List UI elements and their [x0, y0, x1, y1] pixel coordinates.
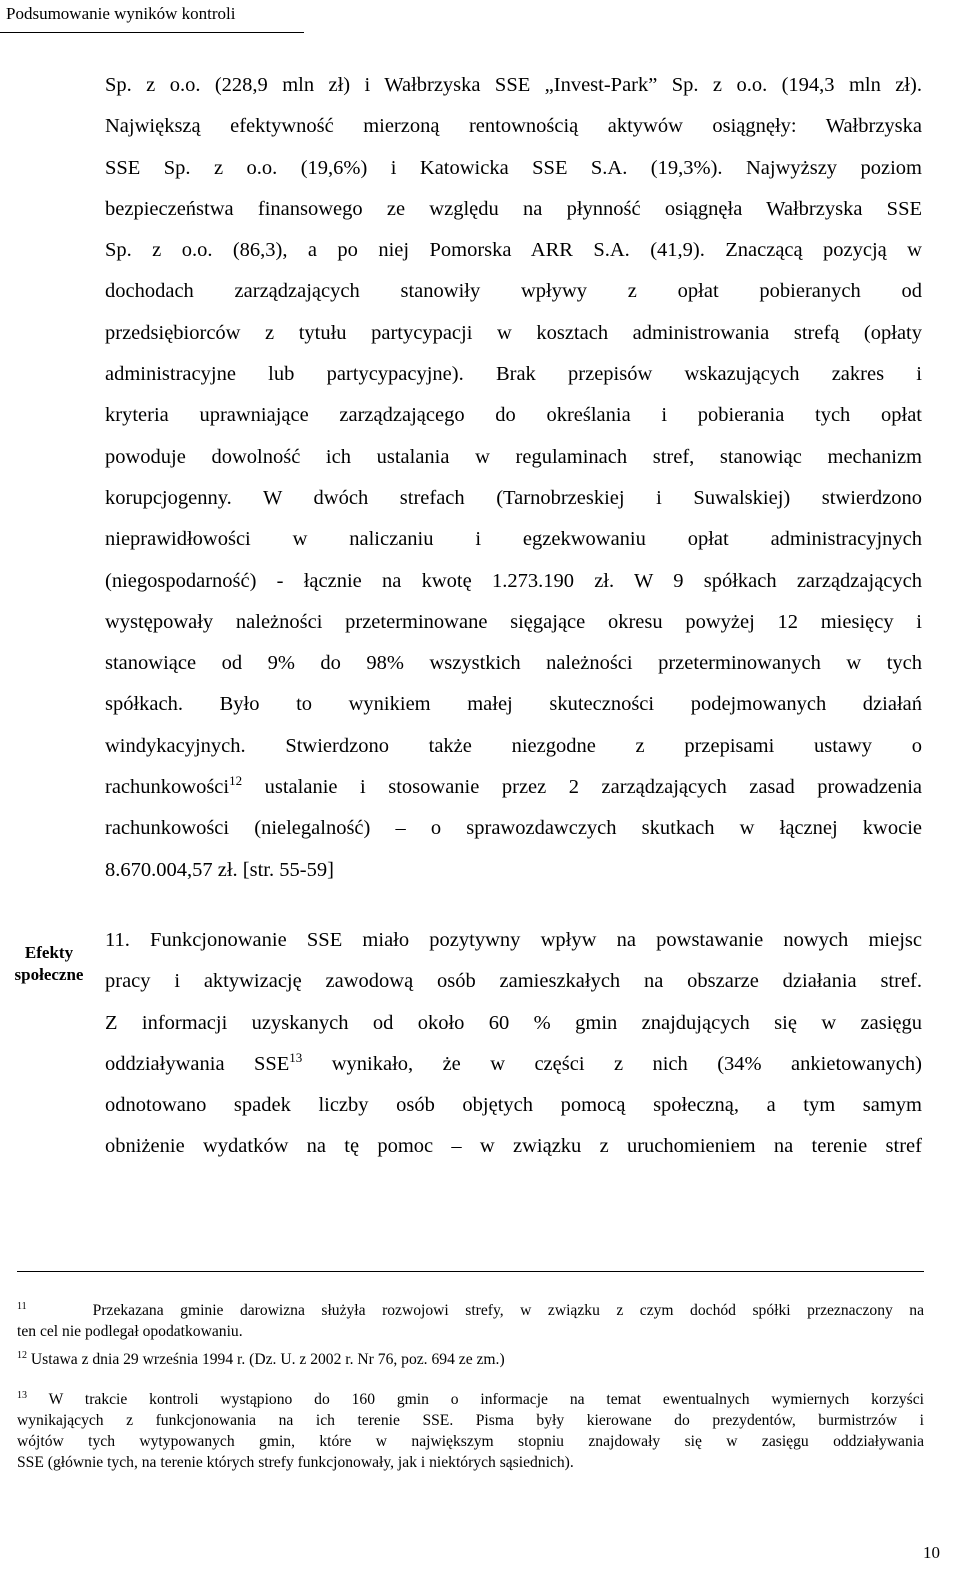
- text-line: 11. Funkcjonowanie SSE miało pozytywny wpływ na powstawanie nowych miejsc: [105, 929, 922, 951]
- text-fragment: wynikało, że w części z nich (34% ankietowanych): [302, 1052, 922, 1075]
- running-header: [0, 0, 304, 33]
- text-fragment: oddziaływania SSE: [105, 1052, 290, 1075]
- text-line: Sp. z o.o. (86,3), a po niej Pomorska ARR S.A. (41,9). Znaczącą pozycją w: [105, 239, 922, 262]
- text-line: spółkach. Było to wynikiem małej skuteczności podejmowanych działań: [105, 693, 922, 716]
- paragraph-results: [105, 65, 922, 891]
- text-fragment: ustalanie i stosowanie przez 2 zarządzających zasad prowadzenia: [242, 776, 922, 799]
- text-line: kryteria uprawniające zarządzającego do określania i pobierania tych opłat: [105, 404, 922, 427]
- text-line: administracyjne lub partycypacyjne). Brak przepisów wskazujących zakres i: [105, 363, 922, 386]
- footnote-number: 12: [17, 1350, 27, 1361]
- footnote-text: W trakcie kontroli wystąpiono do 160 gmin o informacje na temat ewentualnych wymiernych korzyści: [48, 1391, 924, 1408]
- footnote-number: 13: [17, 1390, 27, 1401]
- text-line: SSE Sp. z o.o. (19,6%) i Katowicka SSE S.A. (19,3%). Najwyższy poziom: [105, 156, 922, 179]
- footnote-line: wójtów tych wytypowanych gmin, które w największym stopniu znajdowały się w zasięgu oddziaływania: [17, 1433, 924, 1450]
- text-line: korupcjogenny. W dwóch strefach (Tarnobrzeskiej i Suwalskiej) stwierdzono: [105, 486, 922, 509]
- text-line: 8.670.004,57 zł. [str. 55-59]: [105, 858, 334, 881]
- text-line: pracy i aktywizację zawodową osób zamieszkałych na obszarze działania stref.: [105, 970, 922, 993]
- text-line: dochodach zarządzających stanowiły wpływy z opłat pobieranych od: [105, 280, 922, 303]
- text-line: rachunkowości (nielegalność) – o sprawozdawczych skutkach w łącznej kwocie: [105, 817, 922, 840]
- margin-label-social-effects: Efekty społeczne: [14, 943, 84, 984]
- text-line: (niegospodarność) - łącznie na kwotę 1.273.190 zł. W 9 spółkach zarządzających: [105, 569, 922, 592]
- text-line: powoduje dowolność ich ustalania w regulaminach stref, stanowiąc mechanizm: [105, 445, 922, 468]
- paragraph-social-effects: [105, 920, 922, 1168]
- footnote-text: Przekazana gminie darowizna służyła rozwojowi strefy, w związku z czym dochód spółki przeznaczony na: [92, 1302, 925, 1319]
- footnote-line: ten cel nie podlegał opodatkowaniu.: [17, 1323, 243, 1340]
- footnote-line: wynikających z funkcjonowania na ich terenie SSE. Pisma były kierowane do prezydentów, burmistrzów i: [17, 1412, 924, 1429]
- footnote-12: [17, 1349, 924, 1370]
- footnote-13: [17, 1389, 924, 1473]
- footnote-11: [17, 1300, 924, 1342]
- text-line: przedsiębiorców z tytułu partycypacji w kosztach administrowania strefą (opłaty: [105, 321, 922, 344]
- text-line: odnotowano spadek liczby osób objętych pomocą społeczną, a tym samym: [105, 1094, 922, 1117]
- footnote-line: SSE (głównie tych, na terenie których strefy funkcjonowały, jak i niektórych sąsiednich).: [17, 1454, 574, 1471]
- text-line: Z informacji uzyskanych od około 60 % gmin znajdujących się w zasięgu: [105, 1011, 922, 1034]
- running-header-title: Podsumowanie wyników kontroli: [6, 4, 236, 23]
- text-line: windykacyjnych. Stwierdzono także niezgodne z przepisami ustawy o: [105, 734, 922, 757]
- text-line: obniżenie wydatków na tę pomoc – w związku z uruchomieniem na terenie stref: [105, 1135, 922, 1158]
- footnote-number: 11: [17, 1301, 27, 1312]
- text-line: Sp. z o.o. (228,9 mln zł) i Wałbrzyska SSE „Invest-Park” Sp. z o.o. (194,3 mln zł).: [105, 74, 922, 96]
- text-fragment: rachunkowości: [105, 776, 230, 799]
- page-number: 10: [923, 1543, 940, 1562]
- footnote-line: [17, 1300, 924, 1321]
- footnote-separator: [17, 1271, 924, 1272]
- text-line: stanowiące od 9% do 98% wszystkich należności przeterminowanych w tych: [105, 652, 922, 675]
- footnote-ref-12: 12: [229, 773, 243, 789]
- footnote-line: [17, 1349, 924, 1370]
- text-line: nieprawidłowości w naliczaniu i egzekwowaniu opłat administracyjnych: [105, 528, 922, 551]
- text-line-with-footnote: [105, 767, 922, 808]
- text-line: Największą efektywność mierzoną rentownością aktywów osiągnęły: Wałbrzyska: [105, 115, 922, 138]
- text-line-with-footnote: [105, 1044, 922, 1085]
- footnote-ref-13: 13: [289, 1049, 303, 1065]
- text-line: występowały należności przeterminowane sięgające okresu powyżej 12 miesięcy i: [105, 610, 922, 633]
- footnote-text: Ustawa z dnia 29 września 1994 r. (Dz. U. z 2002 r. Nr 76, poz. 694 ze zm.): [30, 1351, 505, 1368]
- footnote-line: [17, 1389, 924, 1410]
- text-line: bezpieczeństwa finansowego ze względu na płynność osiągnęła Wałbrzyska SSE: [105, 197, 922, 220]
